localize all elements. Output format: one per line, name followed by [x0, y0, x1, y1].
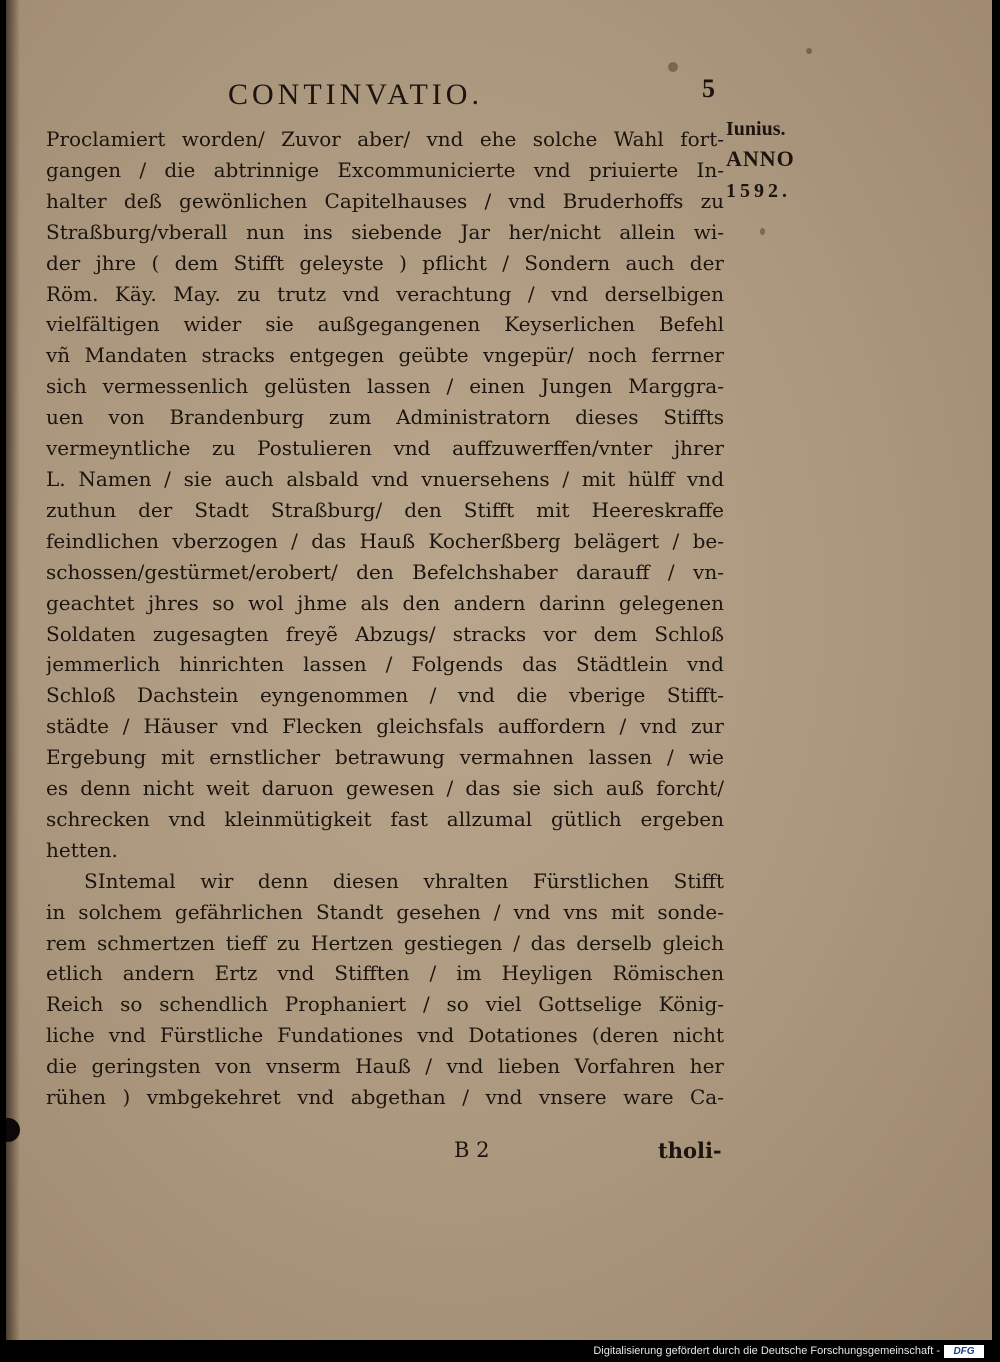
- footer-credit: Digitalisierung gefördert durch die Deutsche Forschungsgemeinschaft -: [593, 1345, 940, 1357]
- text-line: hetten.: [46, 837, 118, 862]
- text-line: Proclamiert worden/ Zuvor aber/ vnd ehe solche Wahl fort-: [46, 127, 724, 151]
- text-line: Schloß Dachstein eyngenommen / vnd die vberige Stifft-: [46, 683, 724, 708]
- text-line: Reich so schendlich Prophaniert / so viel Gottselige König-: [46, 992, 724, 1017]
- text-line: SIntemal wir denn diesen vhralten Fürstlichen Stifft: [84, 868, 724, 893]
- stain-spot: [668, 62, 678, 72]
- text-line: gangen / die abtrinnige Excommunicierte vnd priuierte In-: [46, 157, 724, 182]
- margin-note-anno: ANNO: [726, 146, 795, 171]
- book-page: [6, 0, 992, 1340]
- text-line: zuthun der Stadt Straßburg/ den Stifft mit Heereskraffe: [46, 497, 724, 522]
- text-line: uen von Brandenburg zum Administratorn dieses Stiffts: [46, 405, 724, 430]
- text-line: jemmerlich hinrichten lassen / Folgends das Städtlein vnd: [46, 652, 724, 677]
- text-line: halter deß gewönlichen Capitelhauses / vnd Bruderhoffs zu: [46, 188, 724, 213]
- text-line: geachtet jhres so wol jhme als den andern darinn gelegenen: [46, 590, 724, 615]
- text-line: es denn nicht weit daruon gewesen / das sie sich auß forcht/: [46, 776, 724, 801]
- margin-note-year: 1592.: [726, 180, 791, 202]
- text-line: etlich andern Ertz vnd Stifften / im Heyligen Römischen: [46, 961, 724, 986]
- text-line: vermeyntliche zu Postulieren vnd auffzuwerffen/vnter jhrer: [46, 436, 724, 461]
- text-line: vielfältigen wider sie außgegangenen Keyserlichen Befehl: [46, 312, 724, 337]
- dfg-logo: DFG: [944, 1345, 984, 1358]
- text-line: Soldaten zugesagten freyẽ Abzugs/ stracks vor dem Schloß: [46, 621, 724, 646]
- stain-spot: [760, 228, 765, 235]
- body-text: [46, 124, 724, 1113]
- page-number: 5: [702, 74, 715, 103]
- text-line: in solchem gefährlichen Standt gesehen / vnd vns mit sonde-: [46, 899, 724, 924]
- catchword: tholi-: [658, 1138, 722, 1163]
- running-head: CONTINVATIO.: [228, 78, 483, 111]
- signature-mark: B 2: [454, 1138, 490, 1162]
- text-line: städte / Häuser vnd Flecken gleichsfals auffordern / vnd zur: [46, 714, 724, 739]
- text-line: feindlichen vberzogen / das Hauß Kocherßberg belägert / be-: [46, 528, 724, 553]
- text-line: Ergebung mit ernstlicher betrawung vermahnen lassen / wie: [46, 745, 724, 770]
- text-line: der jhre ( dem Stifft geleyste ) pflicht / Sondern auch der: [46, 250, 724, 275]
- text-line: L. Namen / sie auch alsbald vnd vnuersehens / mit hülff vnd: [46, 466, 724, 491]
- text-line: liche vnd Fürstliche Fundationes vnd Dotationes (deren nicht: [46, 1023, 724, 1048]
- text-line: vñ Mandaten stracks entgegen geübte vngepür/ noch ferrner: [46, 343, 724, 368]
- text-line: schossen/gestürmet/erobert/ den Befelchshaber darauff / vn-: [46, 559, 724, 584]
- text-line: schrecken vnd kleinmütigkeit fast allzumal gütlich ergeben: [46, 806, 724, 831]
- text-line: Straßburg/vberall nun ins siebende Jar her/nicht allein wi-: [46, 219, 724, 244]
- text-line: rem schmertzen tieff zu Hertzen gestiegen / das derselb gleich: [46, 930, 724, 955]
- text-line: sich vermessenlich gelüsten lassen / einen Jungen Marggra-: [46, 374, 724, 399]
- text-line: rühen ) vmbgekehret vnd abgethan / vnd vnsere ware Ca-: [46, 1085, 724, 1110]
- stain-spot: [806, 48, 812, 54]
- margin-note-month: Iunius.: [726, 118, 786, 140]
- text-line: Röm. Käy. May. zu trutz vnd verachtung / vnd derselbigen: [46, 281, 724, 306]
- text-line: die geringsten von vnserm Hauß / vnd lieben Vorfahren her: [46, 1054, 724, 1079]
- digitization-footer: [0, 1343, 992, 1362]
